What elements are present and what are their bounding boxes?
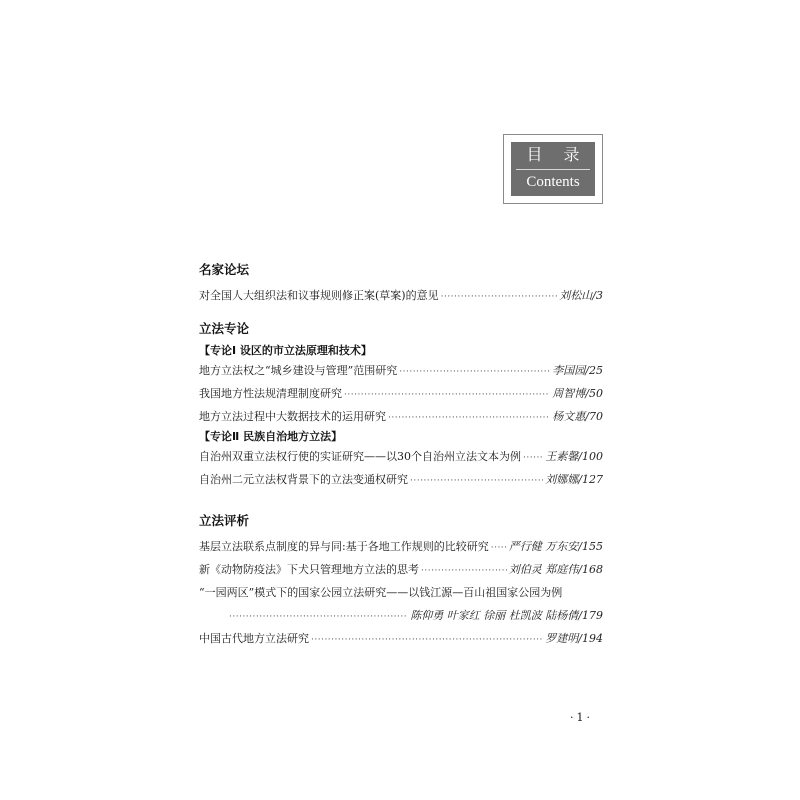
entry-author-page: 王素馨/100 — [545, 450, 603, 463]
leader-dots — [441, 286, 558, 309]
entry-title: 我国地方性法规清理制度研究 — [199, 387, 342, 400]
entry-title: 对全国人大组织法和议事规则修正案(草案)的意见 — [199, 289, 439, 302]
toc-entry-title-line[interactable] — [199, 581, 603, 604]
toc-entry[interactable] — [199, 284, 603, 307]
entry-author-page: 刘松山/3 — [559, 289, 603, 302]
leader-dots — [523, 447, 543, 470]
page-number: ·1· — [570, 711, 593, 724]
leader-dots — [410, 470, 543, 493]
entry-author-page: 刘娜娜/127 — [545, 473, 603, 486]
section-heading: 立法专论 — [199, 321, 250, 336]
entry-author-page: 严行健 万东安/155 — [508, 540, 603, 553]
entry-title: 自治州二元立法权背景下的立法变通权研究 — [199, 473, 408, 486]
contents-title-panel — [511, 142, 595, 196]
section-heading: 名家论坛 — [199, 262, 250, 277]
leader-dots — [421, 560, 507, 583]
entry-title: 基层立法联系点制度的异与同:基于各地工作规则的比较研究 — [199, 540, 489, 553]
section-heading: 立法评析 — [199, 513, 250, 528]
leader-dots — [344, 384, 550, 407]
entry-author-page: 陈仰勇 叶家红 徐丽 杜凯波 陆杨倩/179 — [410, 609, 603, 622]
toc-entry[interactable] — [199, 468, 603, 491]
entry-author-page: 杨文惠/70 — [552, 410, 603, 423]
entry-author-page: 刘伯灵 郑庭伟/168 — [508, 563, 603, 576]
entry-title: 新《动物防疫法》下犬只管理地方立法的思考 — [199, 563, 419, 576]
title-divider — [516, 169, 590, 170]
table-of-contents — [199, 262, 603, 650]
toc-entry[interactable] — [199, 535, 603, 558]
entry-title: “一园两区”模式下的国家公园立法研究——以钱江源—百山祖国家公园为例 — [199, 586, 563, 599]
toc-entry[interactable] — [199, 405, 603, 428]
entry-author-page: 罗建明/194 — [545, 632, 603, 645]
entry-title: 地方立法过程中大数据技术的运用研究 — [199, 410, 386, 423]
leader-dots — [388, 407, 550, 430]
subsection-heading: 【专论Ⅰ 设区的市立法原理和技术】 — [199, 344, 372, 357]
toc-entry[interactable] — [199, 382, 603, 405]
entry-title: 自治州双重立法权行使的实证研究——以30个自治州立法文本为例 — [199, 450, 521, 463]
contents-title-cn: 目 录 — [526, 145, 588, 164]
leader-dots — [491, 537, 507, 560]
toc-entry[interactable] — [199, 445, 603, 468]
leader-dots — [399, 361, 550, 384]
toc-entry[interactable] — [199, 627, 603, 650]
toc-entry[interactable] — [199, 558, 603, 581]
toc-entry[interactable] — [199, 359, 603, 382]
contents-title-en: Contents — [526, 174, 580, 190]
leader-dots — [229, 606, 408, 629]
entry-author-page: 周智博/50 — [552, 387, 603, 400]
entry-title: 地方立法权之“城乡建设与管理”范围研究 — [199, 364, 398, 377]
subsection-heading: 【专论Ⅱ 民族自治地方立法】 — [199, 430, 343, 443]
entry-author-page: 李国园/25 — [552, 364, 603, 377]
leader-dots — [311, 629, 543, 652]
toc-entry-author-line[interactable] — [199, 604, 603, 627]
entry-title: 中国古代地方立法研究 — [199, 632, 309, 645]
contents-title-box — [503, 134, 603, 204]
